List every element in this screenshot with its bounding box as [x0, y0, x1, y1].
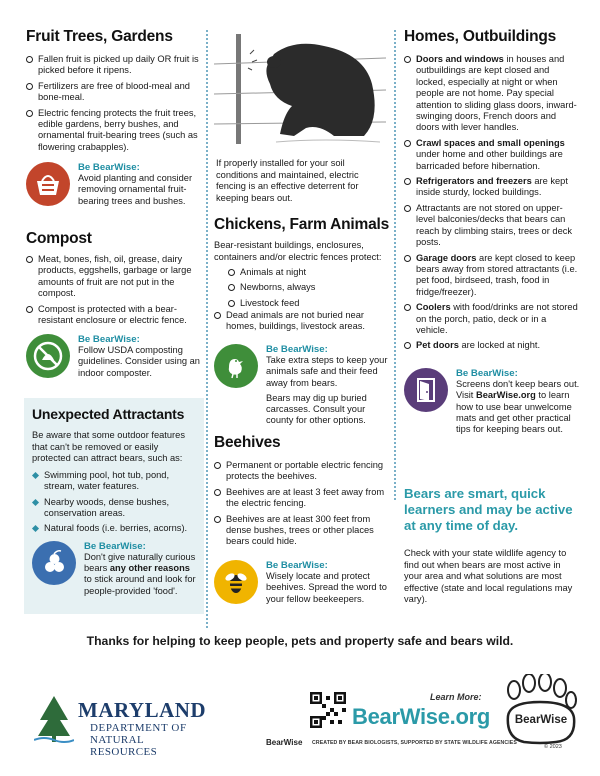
chickens-sublist: [228, 267, 386, 313]
bearwise-title: Be BearWise:: [78, 162, 140, 173]
fence-caption: If properly installed for your soil conditions and maintained, electric fencing is an effective deterrent for keeping bears out.: [216, 158, 359, 203]
unexpected-intro: Be aware that some outdoor features that can't be removed or easily protected can attract bears, such as:: [32, 430, 185, 464]
bearwise-text: Screens don't keep bears out. Visit BearWise.org to learn how to use bear unwelcome mats and get other practical tips for keeping bears out.: [456, 379, 580, 435]
bearwise-title: Be BearWise:: [78, 334, 140, 345]
bearwise-text: Don't give naturally curious bears any other reasons to stick around and look for people-provided 'food'.: [84, 551, 196, 596]
list-item: Beehives are at least 3 feet away from the electric fencing.: [214, 487, 386, 510]
list-item: Fertilizers are free of blood-meal and bone-meal.: [26, 81, 200, 104]
unexpected-bearwise: [32, 541, 196, 597]
list-item: Electric fencing protects the fruit trees, edible gardens, berry bushes, and ornamental fruit-bearing trees (such as flowering crabapples).: [26, 108, 200, 154]
compost-bearwise: [26, 334, 200, 379]
learn-more-label: Learn More:: [430, 692, 482, 702]
thanks-message: Thanks for helping to keep people, pets and property safe and bears wild.: [86, 634, 514, 648]
copyright: © 2023: [544, 744, 562, 750]
list-item: Dead animals are not buried near homes, buildings, livestock areas.: [214, 310, 386, 333]
unexpected-list: [32, 470, 196, 535]
maryland-dnr-logo: [34, 694, 214, 758]
list-item: Livestock feed: [228, 298, 386, 309]
fruit-list: [26, 54, 200, 157]
paw-logo-text: BearWise: [514, 714, 568, 726]
bearwise-title: Be BearWise:: [84, 540, 146, 552]
list-item: Coolers with food/drinks are not stored on the porch, patio, deck or in a vehicle.: [404, 302, 580, 336]
bearwise-title: Be BearWise:: [266, 560, 328, 571]
fruit-bearwise: [26, 162, 200, 207]
list-item: Fallen fruit is picked up daily OR fruit is picked before it ripens.: [26, 54, 200, 77]
qr-code[interactable]: [310, 692, 346, 728]
list-item: Attractants are not stored on upper-level balconies/decks that bears can reach by climbing stairs, trees or deck posts.: [404, 203, 580, 249]
md-line3: NATURAL RESOURCES: [90, 734, 158, 758]
berries-icon: [32, 541, 76, 585]
beehives-bearwise: [214, 560, 388, 605]
no-compost-icon: [26, 334, 70, 378]
list-item: Meat, bones, fish, oil, grease, dairy products, eggshells, garbage or large amounts of fruit are not put in the compost.: [26, 254, 200, 300]
chicken-icon: [214, 344, 258, 388]
column-divider-left: [206, 30, 208, 628]
list-item: Natural foods (i.e. berries, acorns).: [32, 523, 196, 534]
tree-icon: [34, 694, 74, 744]
list-item: Beehives are at least 300 feet from dense bushes, trees or other places bears could hide.: [214, 514, 386, 548]
bearwise-text-2: Bears may dig up buried carcasses. Consult your county for other options.: [266, 392, 367, 426]
list-item: Animals at night: [228, 267, 386, 278]
credit-brand: BearWise: [266, 738, 303, 747]
md-line2: DEPARTMENT OF: [90, 722, 187, 734]
chickens-heading: Chickens, Farm Animals: [214, 216, 390, 233]
beehives-list: [214, 460, 386, 552]
bearwise-text: Avoid planting and consider removing ornamental fruit-bearing trees and bushes.: [78, 173, 193, 206]
column-divider-right: [394, 30, 396, 500]
bearwise-url[interactable]: BearWise.org: [352, 704, 491, 729]
credit-line: CREATED BY BEAR BIOLOGISTS, SUPPORTED BY STATE WILDLIFE AGENCIES: [312, 740, 517, 746]
list-item: Compost is protected with a bear-resistant enclosure or electric fence.: [26, 304, 200, 327]
homes-bearwise: [404, 368, 580, 435]
beehives-heading: Beehives: [214, 434, 281, 451]
bear-fence-illustration: [214, 24, 386, 150]
unexpected-box: [24, 398, 204, 614]
bee-icon: [214, 560, 258, 604]
homes-heading: Homes, Outbuildings: [404, 28, 557, 45]
chickens-intro: Bear-resistant buildings, enclosures, containers and/or electric fences protect:: [214, 240, 382, 262]
door-icon: [404, 368, 448, 412]
list-item: Swimming pool, hot tub, pond, stream, water features.: [32, 470, 196, 493]
list-item: Crawl spaces and small openings under home and other buildings are barricaded before hibernation.: [404, 138, 580, 172]
bearwise-text: Follow USDA composting guidelines. Consider using an indoor composter.: [78, 345, 200, 378]
bearwise-paw-logo: [500, 674, 580, 754]
bearwise-title: Be BearWise:: [266, 344, 328, 355]
bearwise-title: Be BearWise:: [456, 368, 518, 379]
bearwise-text: Take extra steps to keep your animals safe and their feed away from bears.: [266, 355, 388, 388]
fruit-heading: Fruit Trees, Gardens: [26, 28, 173, 45]
list-item: Pet doors are locked at night.: [404, 340, 580, 351]
list-item: Doors and windows in houses and outbuildings are kept closed and locked, especially at night or when people are not home. Pay special attention to sliding glass doors, inward-swinging doors, French doors and doors with lever handles.: [404, 54, 580, 134]
basket-icon: [26, 162, 70, 206]
list-item: Refrigerators and freezers are kept inside sturdy, locked buildings.: [404, 176, 580, 199]
chickens-bearwise: [214, 344, 388, 427]
bearwise-text: Wisely locate and protect beehives. Spread the word to your fellow beekeepers.: [266, 571, 387, 604]
homes-list: [404, 54, 580, 356]
md-line1: MARYLAND: [78, 698, 207, 722]
compost-list: [26, 254, 200, 330]
list-item: Newborns, always: [228, 282, 386, 293]
list-item: Garage doors are kept closed to keep bears away from stored attractants (i.e. pet food, birdseed, trash, food in fridge/freezer).: [404, 253, 580, 299]
smart-heading: Bears are smart, quick learners and may be active at any time of day.: [404, 486, 573, 533]
chickens-list: [214, 310, 386, 337]
list-item: Nearby woods, dense bushes, conservation areas.: [32, 497, 196, 520]
unexpected-heading: Unexpected Attractants: [32, 406, 185, 422]
list-item: Permanent or portable electric fencing protects the beehives.: [214, 460, 386, 483]
compost-heading: Compost: [26, 230, 92, 247]
smart-text: Check with your state wildlife agency to find out when bears are most active in your area and what solutions are most effective (state and local regulations may vary).: [404, 548, 573, 605]
